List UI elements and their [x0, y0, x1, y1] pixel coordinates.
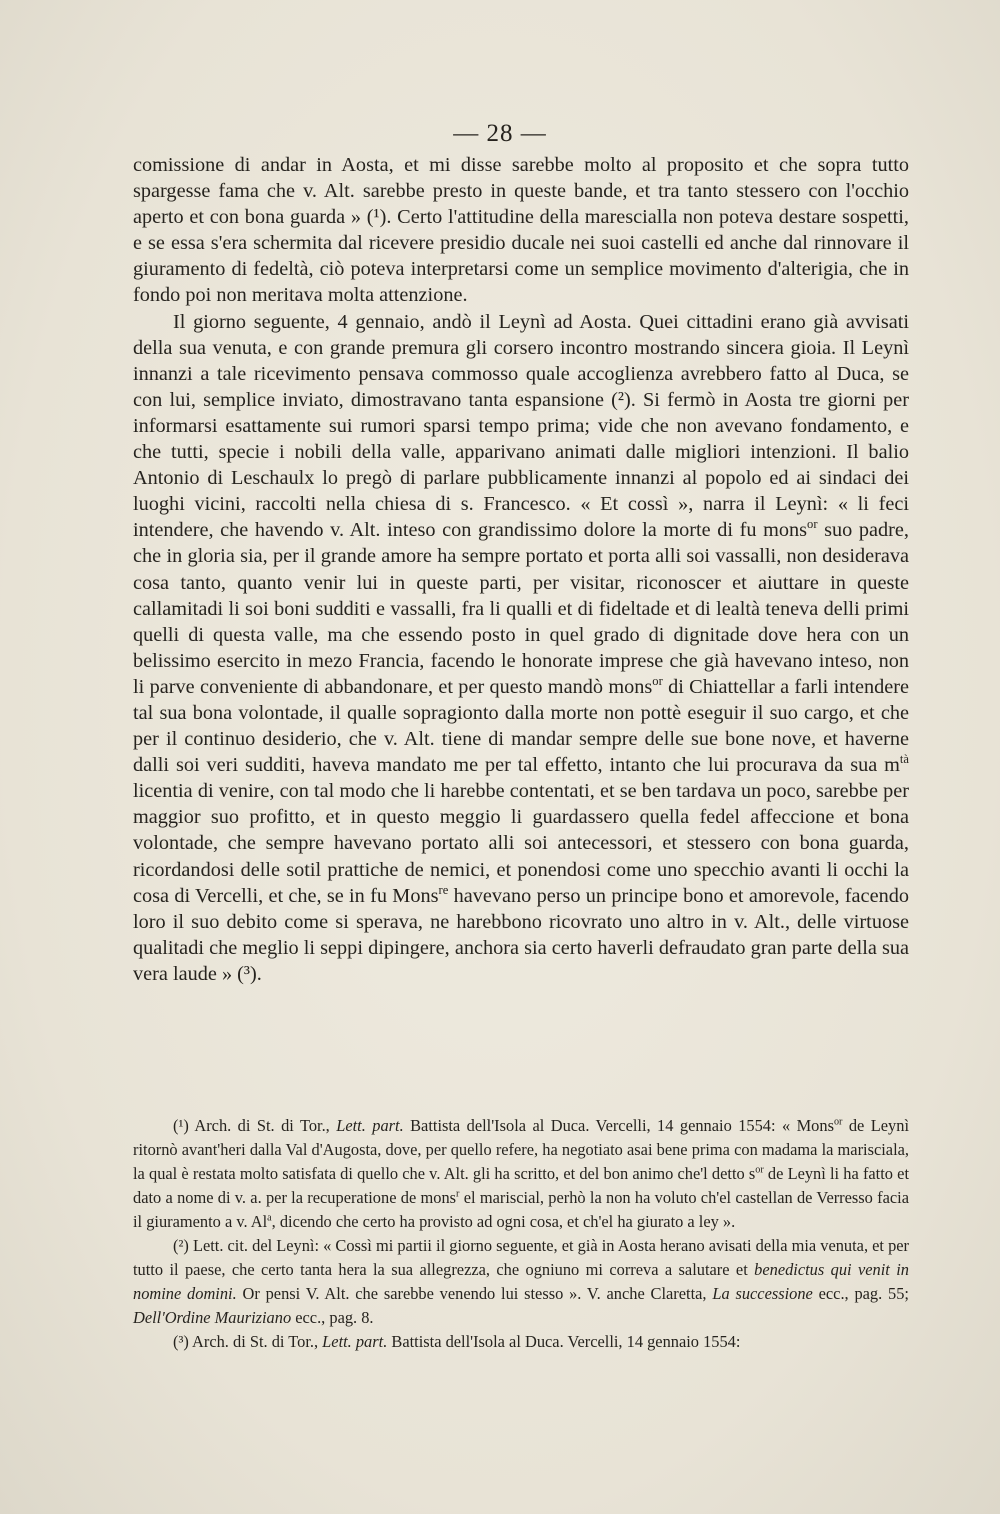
footnote-text: Battista dell'Isola al Duca. Vercelli, 14 gennaio 1554: « Mons — [403, 1116, 834, 1135]
superscript: re — [438, 882, 449, 897]
footnotes — [133, 1114, 909, 1354]
footnote-italic: La successione — [712, 1284, 813, 1303]
footnote-3 — [133, 1330, 909, 1354]
superscript: r — [456, 1188, 460, 1200]
paragraph-1: comissione di andar in Aosta, et mi disse sarebbe molto al proposito et che sopra tutto spargesse fama che v. Alt. sarebbe presto in queste bande, et tra tanto stessero con l'occhio aperto et con bona guarda » (¹). Certo l'attitudine della marescialla non poteva destare sospetti, e se essa s'era schermita dal ricevere presidio ducale nei suoi castelli ed anche dal rinnovare il giuramento di fedeltà, ciò poteva interpretarsi come un semplice movimento d'alterigia, che in fondo poi non meritava molta attenzione. — [133, 154, 909, 307]
footnote-italic: benedictus qui venit in nomine domini. — [133, 1260, 909, 1303]
superscript: or — [755, 1164, 764, 1176]
footnote-text: de Leynì ritornò avant'heri dalla Val d'Augosta, dove, per quello refere, ha negotiato asai bene prima con madama la marisciala, la qual è restata molto satisfata di quello che v. Alt. gli ha scritto, et del bon animo che'l detto s — [133, 1116, 909, 1183]
footnote-1 — [133, 1114, 909, 1234]
page-number: — 28 — — [453, 120, 547, 147]
footnote-marker: (¹) — [173, 1116, 189, 1135]
footnote-marker: (²) — [173, 1236, 189, 1255]
footnote-text: Arch. di St. di Tor., — [188, 1116, 337, 1135]
footnote-text: de Leynì li ha fatto et dato a nome di v. a. per la recuperatione de mons — [133, 1164, 909, 1207]
paragraph-2-text: licentia di venire, con tal modo che li harebbe contentati, et se ben tardava un poco, sarebbe per maggior suo profitto, et in questo meggio li guardassero quella fedel affeccione et bona volontade, che sempre havevano portato alli soi antecessori, et stessero con bona guarda, ricordandosi delle sotil prattiche de nemici, et ponendosi come uno specchio avanti li occhi la cosa di Vercelli, et che, se in fu Mons — [133, 780, 909, 907]
footnote-text: ecc., pag. 55; — [812, 1284, 909, 1303]
footnote-italic: Lett. part. — [336, 1116, 404, 1135]
paragraph-2-text: Il giorno seguente, 4 gennaio, andò il Leynì ad Aosta. Quei cittadini erano già avvisati della sua venuta, e con grande premura gli corsero incontro mostrando sincera gioia. Il Leynì innanzi a tale ricevimento pensava commosso quale accoglienza avrebbero fatto al Duca, se con lui, semplice inviato, dimostravano tanta espansione (²). Si fermò in Aosta tre giorni per informarsi esattamente sui rumori sparsi tempo prima; vide che non avevano fondamento, e che tutti, specie i nobili della valle, apparivano animati dalle migliori intenzioni. Il balio Antonio di Leschaulx lo pregò di parlare pubblicamente innanzi al popolo ed ai sindaci dei luoghi vicini, raccolti nella chiesa di s. Francesco. « Et cossì », narra il Leynì: « li feci intendere, che havendo v. Alt. inteso con grandissimo dolore la morte di fu mons — [133, 310, 909, 542]
paragraph-2-text: di Chiattellar a farli intendere tal sua bona volontade, il qualle sopragionto dalla morte non pottè eseguir il suo cargo, et che per il continuo desiderio, che v. Alt. tiene di mandar sempre delle sue bone nove, et haverne dalli soi veri sudditi, haveva mandato me per tal effetto, intanto che lui procurava da sua m — [133, 675, 909, 777]
footnote-text: Arch. di St. di Tor., — [188, 1332, 323, 1351]
body-text — [133, 152, 909, 987]
superscript: a — [267, 1212, 272, 1224]
paragraph-2-text: suo padre, che in gloria sia, per il grande amore ha sempre portato et porta alli soi vassalli, non desiderava cosa tanto, quanto venir lui in queste parti, per visitar, riconoscer et aiuttare in queste callamitadi li soi boni sudditi e vassalli, fra li qualli et di fideltade et di lealtà teneva delli primi quelli di questa valle, ma che essendo posto in quel grado di dignitade dove hera con un belissimo esercito in mezo Francia, facendo le honorate imprese che già havevano inteso, non li parve conveniente di abbandonare, et per questo mandò mons — [133, 519, 909, 698]
footnote-text: Battista dell'Isola al Duca. Vercelli, 14 gennaio 1554: — [387, 1332, 741, 1351]
footnote-text: , dicendo che certo ha provisto ad ogni cosa, et ch'el ha giurato a ley ». — [271, 1212, 736, 1231]
footnote-marker: (³) — [173, 1332, 189, 1351]
footnote-2 — [133, 1234, 909, 1330]
footnote-text: Or pensi V. Alt. che sarebbe venendo lui stesso ». V. anche Claretta, — [236, 1284, 713, 1303]
footnote-italic: Lett. part. — [322, 1332, 388, 1351]
footnote-text: el mariscial, perhò la non ha voluto ch'el castellan de Verresso facia il giuramento a v. Al — [133, 1188, 909, 1231]
superscript: tà — [899, 752, 909, 767]
footnote-text: Lett. cit. del Leynì: « Cossì mi partii il giorno seguente, et già in Aosta herano avisati della mia venuta, et per tutto il paese, che certo tanta hera la sua allegrezza, che ogniuno mi correva a salutare et — [133, 1236, 909, 1279]
superscript: or — [807, 517, 818, 532]
superscript: or — [833, 1116, 843, 1128]
footnote-italic: Dell'Ordine Mauriziano — [133, 1308, 292, 1327]
paragraph-2 — [133, 309, 909, 987]
superscript: or — [652, 674, 663, 689]
footnote-text: ecc., pag. 8. — [291, 1308, 374, 1327]
paragraph-2-text: havevano perso un principe bono et amorevole, facendo loro il suo debito come si sperava, ne harebbono ricovrato uno altro in v. Alt., delle virtuose qualitadi che meglio li seppi dipingere, anchora sia certo haverli defraudato gran parte della sua vera laude » (³). — [133, 884, 909, 985]
